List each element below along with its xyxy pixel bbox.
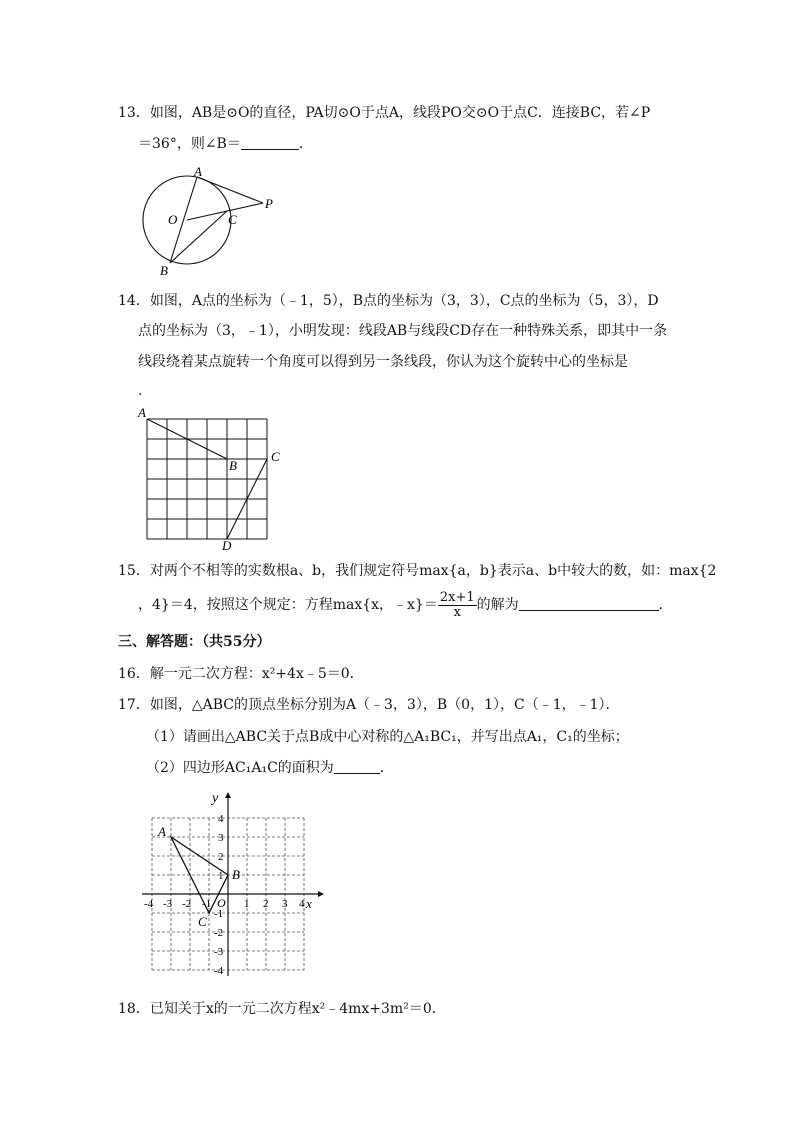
fraction [438, 591, 477, 620]
q14-line4: . [138, 383, 143, 399]
label-d: D [222, 538, 232, 553]
segment-ap [197, 177, 263, 203]
label-c: C [271, 449, 280, 464]
q17-part1: （1）请画出△ABC关于点B成中心对称的△A₁BC₁，并写出点A₁，C₁的坐标； [146, 729, 629, 745]
q13-end: ． [298, 136, 313, 152]
q18-line: 18．已知关于x的一元二次方程x²﹣4mx+3m²＝0． [118, 1001, 446, 1017]
fraction-numerator: 2x+1 [439, 589, 475, 605]
xtick: 4 [299, 898, 305, 910]
label-a: A [194, 164, 202, 179]
q17-text: （2）四边形AC₁A₁C的面积为 [146, 760, 334, 776]
xtick: 1 [244, 898, 250, 910]
ytick: -1 [214, 908, 224, 920]
label-p: P [265, 196, 273, 211]
q17-part2 [146, 759, 394, 777]
ytick: -2 [214, 927, 224, 939]
q15-text: ，4}＝4，按照这个规定：方程max{x，﹣x}＝ [138, 597, 438, 613]
q13-line1: 13．如图，AB是⊙O的直径，PA切⊙O于点A，线段PO交⊙O于点C．连接BC，若∠P [118, 105, 651, 121]
fraction-denominator: x [453, 604, 461, 620]
xtick: -2 [182, 898, 192, 910]
ytick: -3 [214, 946, 224, 958]
q15-line2 [138, 590, 673, 620]
section-heading: 三、解答题：（共55分） [118, 634, 271, 650]
x-axis-label: x [306, 896, 312, 911]
q13-text: ＝36°，则∠B＝ [138, 136, 241, 152]
y-axis-arrow [225, 792, 231, 798]
xtick: -3 [163, 898, 173, 910]
answer-blank[interactable] [241, 135, 299, 150]
ytick: 2 [218, 851, 224, 863]
q14-line1: 14．如图，A点的坐标为（﹣1，5），B点的坐标为（3，3），C点的坐标为（5，3），D [118, 293, 659, 309]
label-b: B [229, 458, 237, 473]
q15-text2: 的解为 [476, 597, 519, 613]
segment-op [187, 203, 263, 220]
answer-blank[interactable] [334, 759, 380, 774]
q13-circle-figure [130, 162, 290, 280]
xtick: 3 [282, 898, 288, 910]
label-o: O [168, 212, 178, 227]
xtick: -1 [202, 898, 212, 910]
q13-line2 [138, 135, 313, 153]
ytick: 1 [218, 870, 224, 882]
x-axis-arrow [318, 891, 324, 897]
y-axis-label: y [212, 791, 219, 806]
ytick: -4 [214, 965, 224, 977]
q17-coordinate-figure [138, 784, 328, 984]
label-a: A [158, 824, 166, 839]
label-c: C [228, 212, 237, 227]
xtick: -4 [144, 898, 154, 910]
xtick: 2 [263, 898, 269, 910]
label-a: A [138, 405, 146, 420]
ytick: 3 [218, 832, 224, 844]
q16-line: 16．解一元二次方程：x²+4x﹣5＝0． [118, 666, 364, 682]
label-b: B [232, 867, 240, 882]
label-c: C [198, 914, 207, 929]
ytick: 4 [218, 813, 224, 825]
q15-end: ． [658, 597, 673, 613]
label-b: B [160, 263, 168, 278]
q17-line1: 17．如图，△ABC的顶点坐标分别为A（﹣3，3），B（0，1），C（﹣1，﹣1）． [118, 697, 620, 713]
q17-end: ． [379, 760, 394, 776]
origin-label: O [217, 896, 226, 910]
q14-line3: 线段绕着某点旋转一个角度可以得到另一条线段，你认为这个旋转中心的坐标是 [138, 354, 628, 370]
q14-grid-figure [136, 404, 296, 554]
answer-blank[interactable] [519, 596, 659, 611]
q15-line1: 15．对两个不相等的实数根a、b，我们规定符号max{a，b}表示a、b中较大的数，如：max{2 [118, 563, 717, 579]
q14-line2: 点的坐标为（3，﹣1），小明发现：线段AB与线段CD存在一种特殊关系，即其中一条 [138, 323, 668, 339]
